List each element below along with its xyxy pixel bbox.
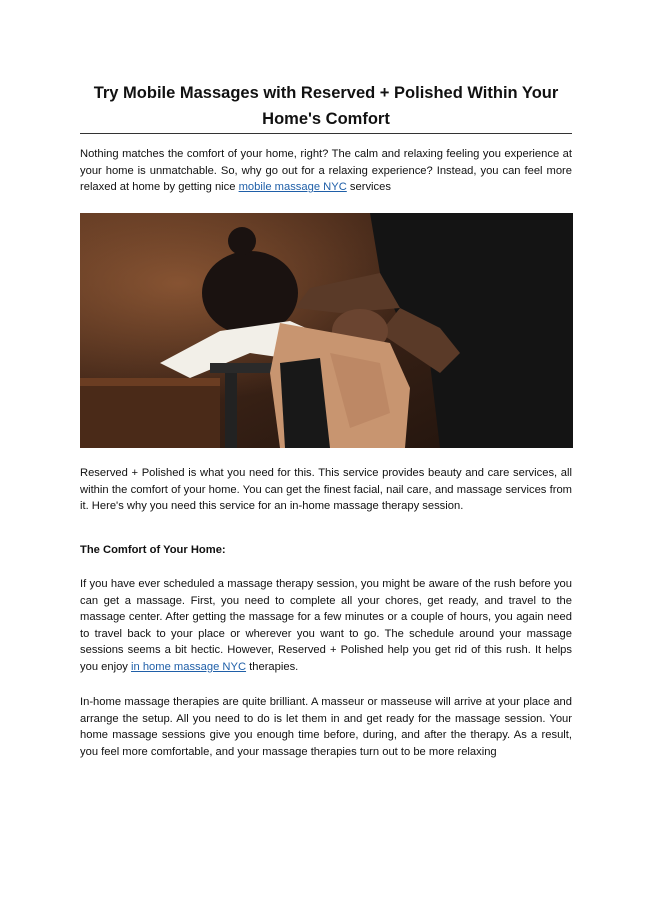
section-heading: The Comfort of Your Home: (80, 544, 226, 556)
page-title: Try Mobile Massages with Reserved + Polished Within Your Home's Comfort (93, 84, 559, 128)
service-paragraph: Reserved + Polished is what you need for this. This service provides beauty and care services, all within the comfort of your home. You can get the finest facial, nail care, and massage services from it. Here's why you need this service for an in-home massage therapy session. (80, 467, 572, 513)
rush-text-before: If you have ever scheduled a massage therapy session, you might be aware of the rush before you can get a massage. First, you need to complete all your chores, get ready, and travel to the massage center. After getting the massage for a few minutes or a couple of hours, you again need to travel back to your place or wherever you want to go. The schedule around your massage sessions seems a bit hectic. However, Reserved + Polished help you get rid of this rush. It helps you enjoy (80, 578, 572, 673)
rush-paragraph (80, 576, 572, 676)
inhome-paragraph: In-home massage therapies are quite brilliant. A masseur or masseuse will arrive at your place and arrange the setup. All you need to do is let them in and get ready for the massage session. Your home massage sessions give you enough time before, during, and after the therapy. As a result, you feel more comfortable, and your massage therapies turn out to be more relaxing (80, 696, 572, 758)
mobile-massage-link[interactable]: mobile massage NYC (238, 181, 347, 194)
intro-paragraph (80, 146, 572, 196)
intro-text-after: services (346, 181, 391, 194)
rush-text-after: therapies. (246, 660, 299, 673)
title-divider (80, 133, 572, 134)
intro-text-before: Nothing matches the comfort of your home, right? The calm and relaxing feeling you experience at your home is unmatchable. So, why go out for a relaxing experience? Instead, you can feel more relaxed at home by getting nice (80, 148, 572, 194)
in-home-massage-link[interactable]: in home massage NYC (131, 660, 247, 673)
massage-photo-icon (80, 213, 573, 448)
massage-photo (80, 213, 573, 448)
